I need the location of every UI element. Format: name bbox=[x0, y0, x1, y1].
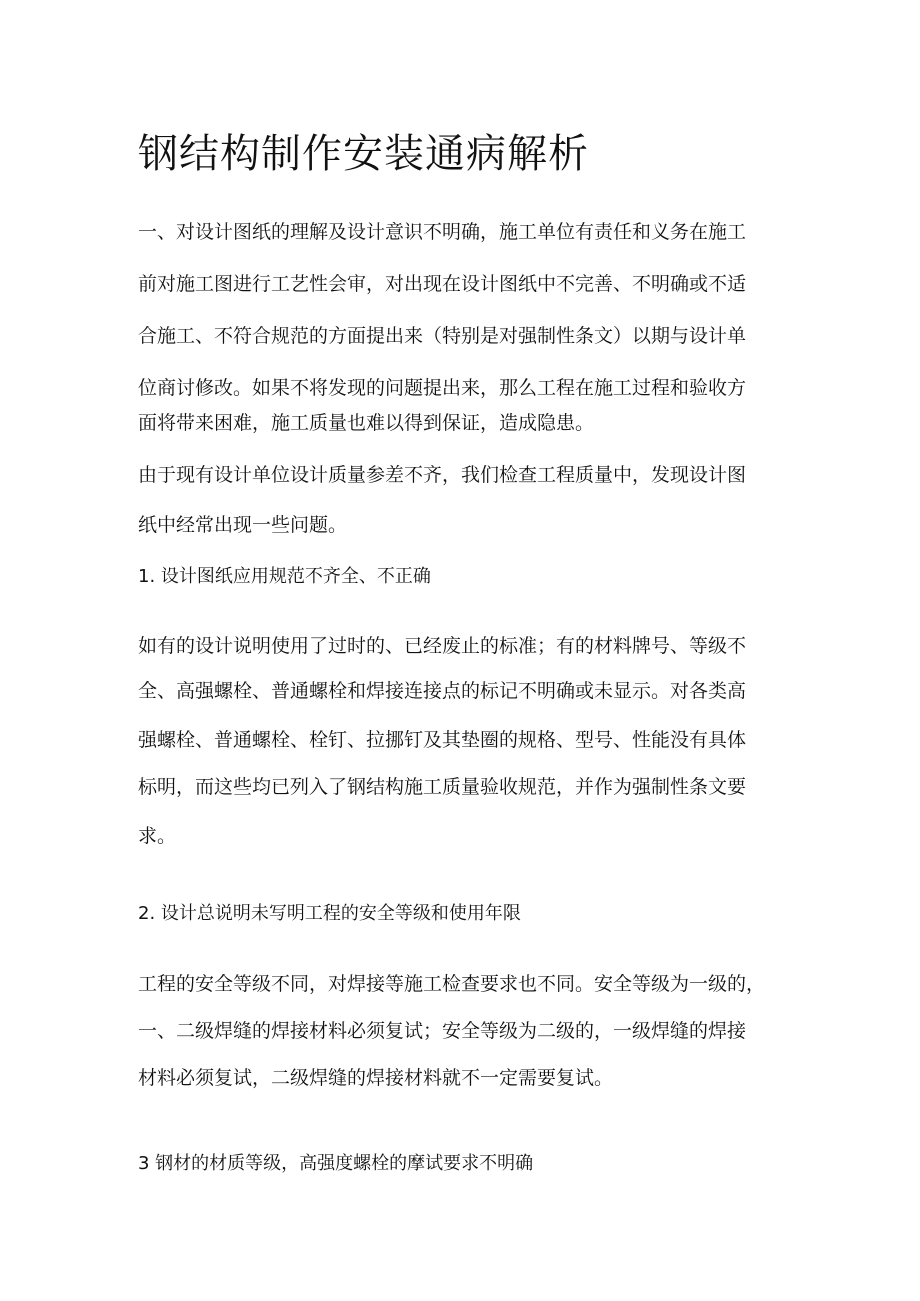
intro-line-4: 位商讨修改。如果不将发现的问题提出来，那么工程在施工过程和验收方 bbox=[138, 377, 747, 399]
context-line-2: 纸中经常出现一些问题。 bbox=[138, 514, 348, 536]
section2-heading: 2. 设计总说明未写明工程的安全等级和使用年限 bbox=[138, 903, 521, 924]
context-line-1: 由于现有设计单位设计质量参差不齐，我们检查工程质量中，发现设计图 bbox=[138, 464, 747, 486]
intro-line-1: 一、对设计图纸的理解及设计意识不明确，施工单位有责任和义务在施工 bbox=[138, 221, 747, 243]
section2-line-1: 工程的安全等级不同，对焊接等施工检查要求也不同。安全等级为一级的， bbox=[138, 973, 766, 995]
section1-line-1: 如有的设计说明使用了过时的、已经废止的标准；有的材料牌号、等级不 bbox=[138, 635, 747, 657]
section1-line-5: 求。 bbox=[138, 825, 177, 847]
page-title: 钢结构制作安装通病解析 bbox=[138, 131, 589, 177]
intro-line-2: 前对施工图进行工艺性会审，对出现在设计图纸中不完善、不明确或不适 bbox=[138, 273, 747, 295]
intro-line-5: 面将带来困难，施工质量也难以得到保证，造成隐患。 bbox=[138, 412, 595, 434]
section3-heading: 3 钢材的材质等级，高强度螺栓的摩试要求不明确 bbox=[138, 1153, 534, 1174]
intro-line-3: 合施工、不符合规范的方面提出来（特别是对强制性条文）以期与设计单 bbox=[138, 325, 747, 347]
section2-line-3: 材料必须复试，二级焊缝的焊接材料就不一定需要复试。 bbox=[138, 1067, 614, 1089]
section1-line-3: 强螺栓、普通螺栓、栓钉、拉挪钉及其垫圈的规格、型号、性能没有具体 bbox=[138, 729, 747, 751]
section1-line-2: 全、高强螺栓、普通螺栓和焊接连接点的标记不明确或未显示。对各类高 bbox=[138, 680, 747, 702]
section1-line-4: 标明，而这些均已列入了钢结构施工质量验收规范，并作为强制性条文要 bbox=[138, 776, 747, 798]
section2-line-2: 一、二级焊缝的焊接材料必须复试；安全等级为二级的，一级焊缝的焊接 bbox=[138, 1020, 747, 1042]
section1-heading: 1. 设计图纸应用规范不齐全、不正确 bbox=[138, 566, 431, 587]
